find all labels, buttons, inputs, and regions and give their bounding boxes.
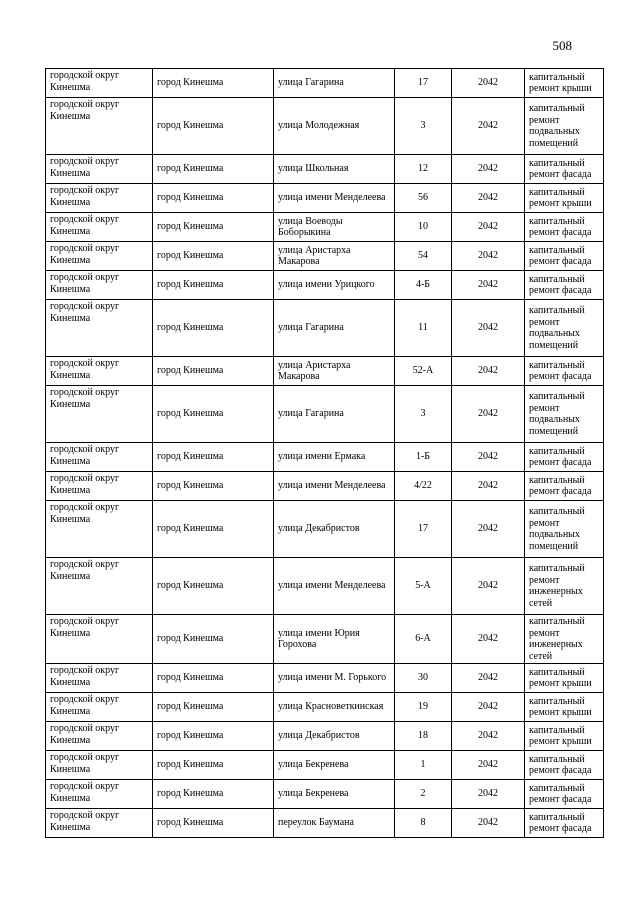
cell-year: 2042 [452,300,525,357]
cell-house-number: 52-А [395,357,452,386]
cell-house-number: 8 [395,809,452,838]
cell-work-type: капитальный ремонт инженерных сетей [525,558,604,615]
table-row [46,664,604,693]
table-row [46,780,604,809]
cell-year: 2042 [452,242,525,271]
cell-work-type: капитальный ремонт подвальных помещений [525,98,604,155]
table-row [46,242,604,271]
cell-street: улица Гагарина [274,300,395,357]
cell-year: 2042 [452,98,525,155]
table-row [46,809,604,838]
cell-year: 2042 [452,809,525,838]
cell-year: 2042 [452,443,525,472]
cell-street: улица Школьная [274,155,395,184]
cell-city: город Кинешма [153,271,274,300]
cell-street: улица Декабристов [274,722,395,751]
cell-work-type: капитальный ремонт фасада [525,472,604,501]
cell-house-number: 11 [395,300,452,357]
table-row [46,386,604,443]
cell-district: городской округ Кинешма [46,213,153,242]
cell-work-type: капитальный ремонт крыши [525,664,604,693]
cell-year: 2042 [452,615,525,664]
repair-registry-table [45,68,604,838]
cell-district: городской округ Кинешма [46,751,153,780]
cell-street: улица Декабристов [274,501,395,558]
cell-street: улица имени Ермака [274,443,395,472]
cell-work-type: капитальный ремонт фасада [525,155,604,184]
cell-city: город Кинешма [153,501,274,558]
cell-city: город Кинешма [153,386,274,443]
cell-street: улица имени Юрия Горохова [274,615,395,664]
cell-district: городской округ Кинешма [46,664,153,693]
table-row [46,357,604,386]
cell-street: улица Гагарина [274,386,395,443]
cell-house-number: 56 [395,184,452,213]
cell-work-type: капитальный ремонт крыши [525,184,604,213]
table-row [46,751,604,780]
cell-year: 2042 [452,780,525,809]
table-row [46,501,604,558]
table-row [46,693,604,722]
cell-district: городской округ Кинешма [46,300,153,357]
table-row [46,615,604,664]
cell-city: город Кинешма [153,751,274,780]
cell-district: городской округ Кинешма [46,722,153,751]
cell-district: городской округ Кинешма [46,184,153,213]
cell-city: город Кинешма [153,98,274,155]
cell-work-type: капитальный ремонт фасада [525,780,604,809]
cell-work-type: капитальный ремонт инженерных сетей [525,615,604,664]
cell-city: город Кинешма [153,664,274,693]
cell-city: город Кинешма [153,558,274,615]
cell-house-number: 1 [395,751,452,780]
cell-district: городской округ Кинешма [46,242,153,271]
cell-street: улица имени Менделеева [274,184,395,213]
cell-district: городской округ Кинешма [46,615,153,664]
cell-district: городской округ Кинешма [46,357,153,386]
cell-year: 2042 [452,751,525,780]
cell-house-number: 17 [395,501,452,558]
cell-district: городской округ Кинешма [46,501,153,558]
cell-work-type: капитальный ремонт фасада [525,213,604,242]
cell-work-type: капитальный ремонт крыши [525,722,604,751]
cell-street: улица имени Менделеева [274,472,395,501]
cell-district: городской округ Кинешма [46,98,153,155]
cell-district: городской округ Кинешма [46,386,153,443]
table-row [46,98,604,155]
cell-year: 2042 [452,69,525,98]
table-row [46,213,604,242]
cell-work-type: капитальный ремонт фасада [525,271,604,300]
cell-year: 2042 [452,213,525,242]
cell-year: 2042 [452,357,525,386]
cell-street: улица Красноветкинская [274,693,395,722]
cell-house-number: 12 [395,155,452,184]
cell-house-number: 54 [395,242,452,271]
cell-work-type: капитальный ремонт крыши [525,693,604,722]
cell-year: 2042 [452,693,525,722]
cell-city: город Кинешма [153,357,274,386]
cell-street: улица Бекренева [274,780,395,809]
cell-work-type: капитальный ремонт подвальных помещений [525,300,604,357]
table-row [46,558,604,615]
cell-house-number: 10 [395,213,452,242]
cell-house-number: 4-Б [395,271,452,300]
cell-year: 2042 [452,184,525,213]
cell-city: город Кинешма [153,184,274,213]
cell-street: улица имени Урицкого [274,271,395,300]
cell-street: улица имени М. Горького [274,664,395,693]
cell-city: город Кинешма [153,300,274,357]
cell-house-number: 1-Б [395,443,452,472]
registry-table-body [46,69,604,838]
table-row [46,472,604,501]
cell-house-number: 17 [395,69,452,98]
cell-district: городской округ Кинешма [46,69,153,98]
cell-work-type: капитальный ремонт фасада [525,443,604,472]
cell-work-type: капитальный ремонт фасада [525,751,604,780]
table-row [46,443,604,472]
cell-district: городской округ Кинешма [46,693,153,722]
cell-house-number: 19 [395,693,452,722]
cell-district: городской округ Кинешма [46,780,153,809]
table-row [46,184,604,213]
cell-year: 2042 [452,722,525,751]
cell-street: улица Бекренева [274,751,395,780]
cell-street: улица Молодежная [274,98,395,155]
cell-city: город Кинешма [153,722,274,751]
table-row [46,69,604,98]
cell-city: город Кинешма [153,693,274,722]
cell-house-number: 30 [395,664,452,693]
cell-city: город Кинешма [153,472,274,501]
page-number: 508 [552,38,572,53]
cell-street: улица имени Менделеева [274,558,395,615]
cell-year: 2042 [452,155,525,184]
table-row [46,722,604,751]
table-row [46,300,604,357]
cell-street: переулок Баумана [274,809,395,838]
cell-city: город Кинешма [153,443,274,472]
cell-district: городской округ Кинешма [46,443,153,472]
cell-street: улица Воеводы Боборыкина [274,213,395,242]
cell-work-type: капитальный ремонт подвальных помещений [525,386,604,443]
cell-year: 2042 [452,558,525,615]
cell-house-number: 2 [395,780,452,809]
cell-street: улица Аристарха Макарова [274,242,395,271]
cell-year: 2042 [452,386,525,443]
cell-house-number: 6-А [395,615,452,664]
cell-house-number: 3 [395,98,452,155]
cell-work-type: капитальный ремонт фасада [525,242,604,271]
cell-house-number: 3 [395,386,452,443]
cell-house-number: 4/22 [395,472,452,501]
cell-year: 2042 [452,472,525,501]
cell-district: городской округ Кинешма [46,809,153,838]
cell-year: 2042 [452,271,525,300]
cell-district: городской округ Кинешма [46,472,153,501]
table-row [46,271,604,300]
cell-city: город Кинешма [153,155,274,184]
cell-house-number: 5-А [395,558,452,615]
cell-city: город Кинешма [153,242,274,271]
cell-city: город Кинешма [153,615,274,664]
cell-work-type: капитальный ремонт фасада [525,357,604,386]
cell-district: городской округ Кинешма [46,155,153,184]
cell-city: город Кинешма [153,780,274,809]
cell-street: улица Аристарха Макарова [274,357,395,386]
cell-district: городской округ Кинешма [46,558,153,615]
cell-district: городской округ Кинешма [46,271,153,300]
cell-work-type: капитальный ремонт подвальных помещений [525,501,604,558]
cell-year: 2042 [452,664,525,693]
cell-year: 2042 [452,501,525,558]
cell-street: улица Гагарина [274,69,395,98]
cell-work-type: капитальный ремонт фасада [525,809,604,838]
cell-house-number: 18 [395,722,452,751]
cell-work-type: капитальный ремонт крыши [525,69,604,98]
table-row [46,155,604,184]
cell-city: город Кинешма [153,213,274,242]
cell-city: город Кинешма [153,69,274,98]
cell-city: город Кинешма [153,809,274,838]
